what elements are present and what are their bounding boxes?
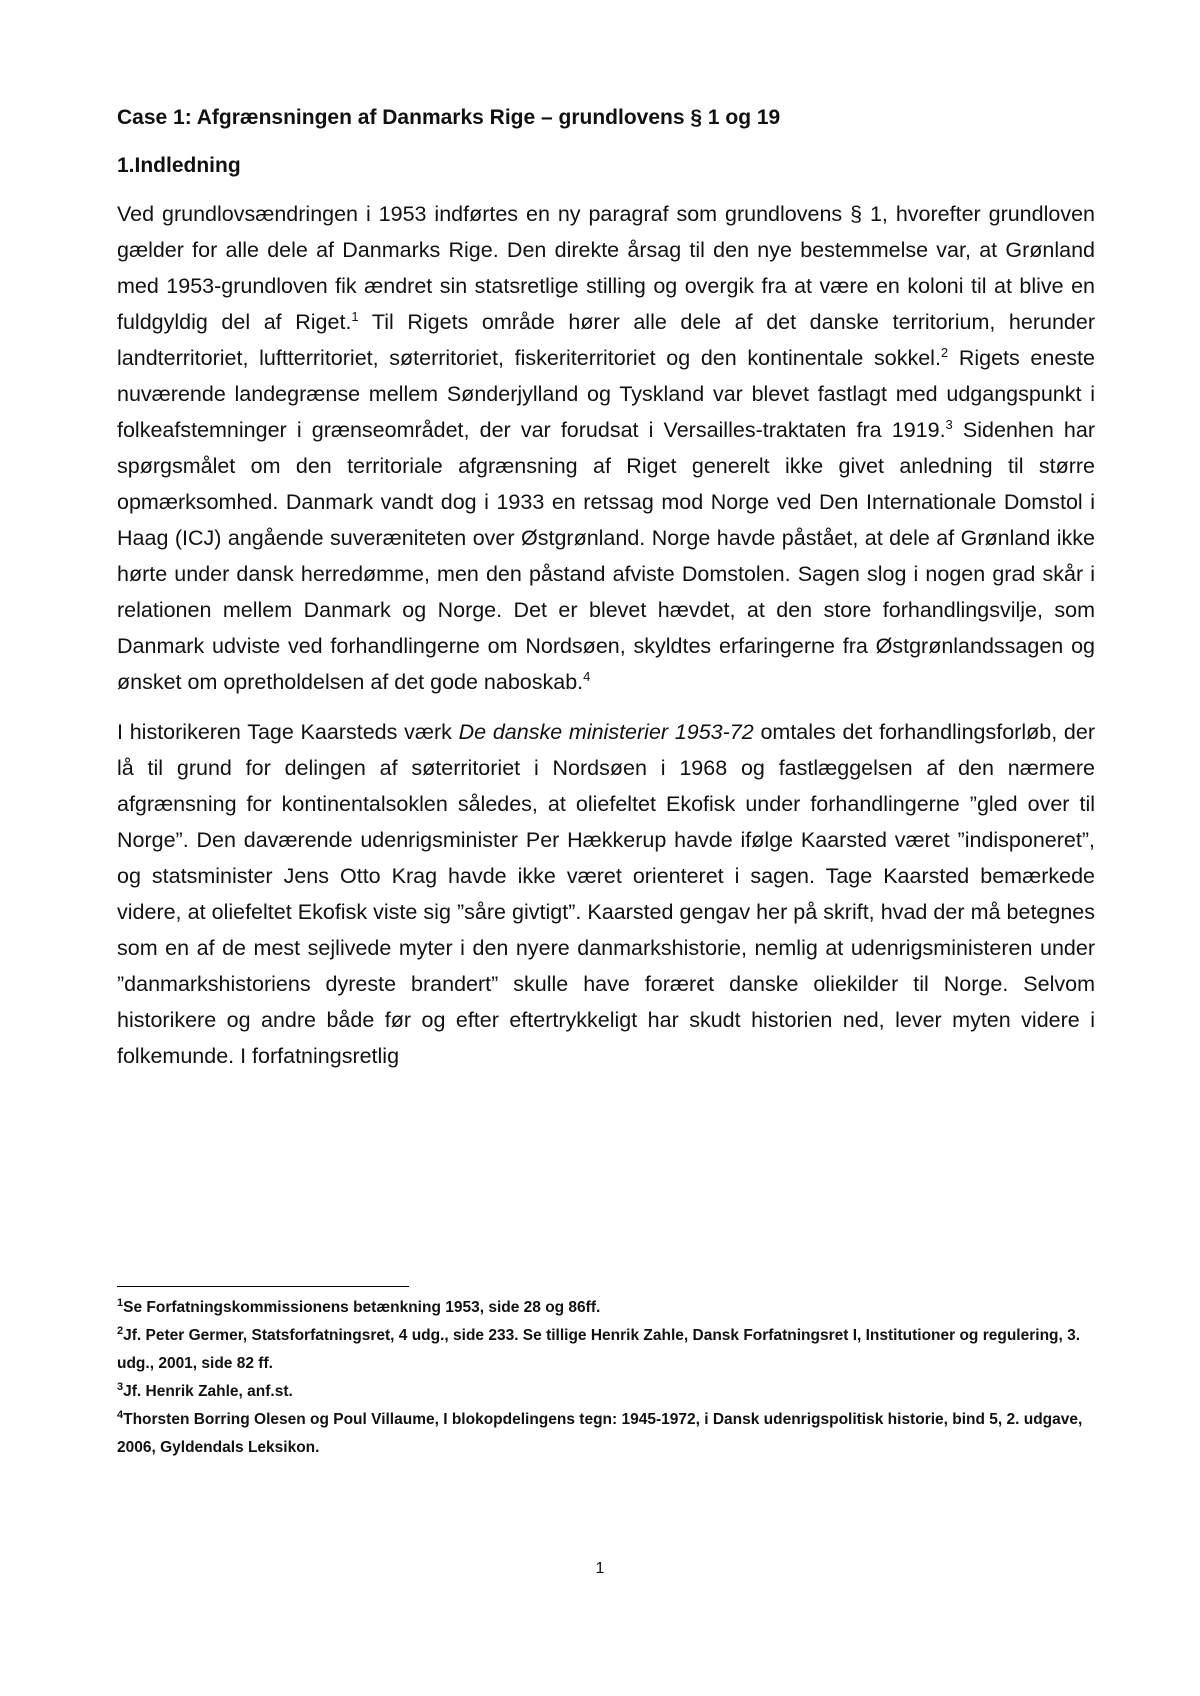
- paragraph-1-part-3: Rigets eneste nuværende landegrænse mellem Sønderjylland og Tyskland var blevet fastlagt med udgangspunkt i folkeafstemninger i grænseområdet, der var forudsat i Versailles-traktaten fra 1919.: [117, 346, 1095, 442]
- paragraph-1-part-4: Sidenhen har spørgsmålet om den territoriale afgrænsning af Riget generelt ikke givet anledning til større opmærksomhed. Danmark vandt dog i 1933 en retssag mod Norge ved Den Internationale Domstol i Haag (ICJ) angående suveræniteten over Østgrønland. Norge havde påstået, at dele af Grønland ikke hørte under dansk herredømme, men den påstand afviste Domstolen. Sagen slog i nogen grad skår i relationen mellem Danmark og Norge. Det er blevet hævdet, at den store forhandlingsvilje, som Danmark udviste ved forhandlingerne om Nordsøen, skyldtes erfaringerne fra Østgrønlandssagen og ønsket om opretholdelsen af det gode naboskab.: [117, 418, 1095, 694]
- footnote-number: 3: [117, 1380, 124, 1393]
- footnote-separator: [117, 1286, 409, 1287]
- footnote-number: 4: [117, 1408, 124, 1421]
- paragraph-2-part-1: I historikeren Tage Kaarsteds værk: [117, 720, 459, 744]
- paragraph-2: [117, 714, 1095, 1074]
- footnote-ref-1[interactable]: 1: [351, 308, 359, 324]
- footnote-1: [117, 1294, 1095, 1322]
- footnote-ref-2[interactable]: 2: [940, 344, 949, 360]
- footnote-text: Jf. Henrik Zahle, anf.st.: [123, 1383, 293, 1400]
- footnote-text: Se Forfatningskommissionens betænkning 1953, side 28 og 86ff.: [123, 1299, 601, 1316]
- page-number: 1: [595, 1560, 605, 1577]
- footnote-3: [117, 1378, 1095, 1406]
- footnote-text: Thorsten Borring Olesen og Poul Villaume, I blokopdelingens tegn: 1945-1972, i Dansk udenrigspolitisk historie, bind 5, 2. udgave, 2006, Gyldendals Leksikon.: [117, 1411, 1083, 1456]
- footnote-number: 1: [117, 1296, 124, 1309]
- paragraph-2-part-2: omtales det forhandlingsforløb, der lå til grund for delingen af søterritoriet i Nordsøen i 1968 og fastlæggelsen af den nærmere afgrænsning for kontinentalsoklen således, at oliefeltet Ekofisk under forhandlingerne ”gled over til Norge”. Den daværende udenrigsminister Per Hækkerup havde ifølge Kaarsted været ”indisponeret”, og statsminister Jens Otto Krag havde ikke været orienteret i sagen. Tage Kaarsted bemærkede videre, at oliefeltet Ekofisk viste sig ”såre givtigt”. Kaarsted gengav her på skrift, hvad der må betegnes som en af de mest sejlivede myter i den nyere danmarkshistorie, nemlig at udenrigsministeren under ”danmarkshistoriens dyreste brandert” skulle have foræret danske oliekilder til Norge. Selvom historikere og andre både før og efter eftertrykkeligt har skudt historien ned, lever myten videre i folkemunde. I forfatningsretlig: [117, 720, 1095, 1068]
- paragraph-1-part-2: Til Rigets område hører alle dele af det danske territorium, herunder landterritoriet, luftterritoriet, søterritoriet, fiskeriterritoriet og den kontinentale sokkel.: [117, 310, 1095, 370]
- footnote-ref-3[interactable]: 3: [945, 416, 953, 432]
- footnote-number: 2: [117, 1324, 124, 1337]
- paragraph-1: [117, 196, 1095, 700]
- footnote-ref-4[interactable]: 4: [583, 668, 591, 684]
- footnote-2: [117, 1322, 1095, 1378]
- work-title: De danske ministerier 1953-72: [458, 720, 754, 744]
- document-title: Case 1: Afgrænsningen af Danmarks Rige – grundlovens § 1 og 19: [117, 106, 781, 129]
- paragraph-1-part-1: Ved grundlovsændringen i 1953 indførtes en ny paragraf som grundlovens § 1, hvorefter grundloven gælder for alle dele af Danmarks Rige. Den direkte årsag til den nye bestemmelse var, at Grønland med 1953-grundloven fik ændret sin statsretlige stilling og overgik fra at være en koloni til at blive en fuldgyldig del af Riget.: [117, 202, 1095, 334]
- footnote-text: Jf. Peter Germer, Statsforfatningsret, 4 udg., side 233. Se tillige Henrik Zahle, Dansk Forfatningsret I, Institutioner og regulering, 3. udg., 2001, side 82 ff.: [117, 1327, 1081, 1372]
- footnotes: [117, 1294, 1095, 1462]
- document-body: [117, 104, 1095, 1088]
- footnote-4: [117, 1406, 1095, 1462]
- section-heading: 1.Indledning: [117, 154, 241, 177]
